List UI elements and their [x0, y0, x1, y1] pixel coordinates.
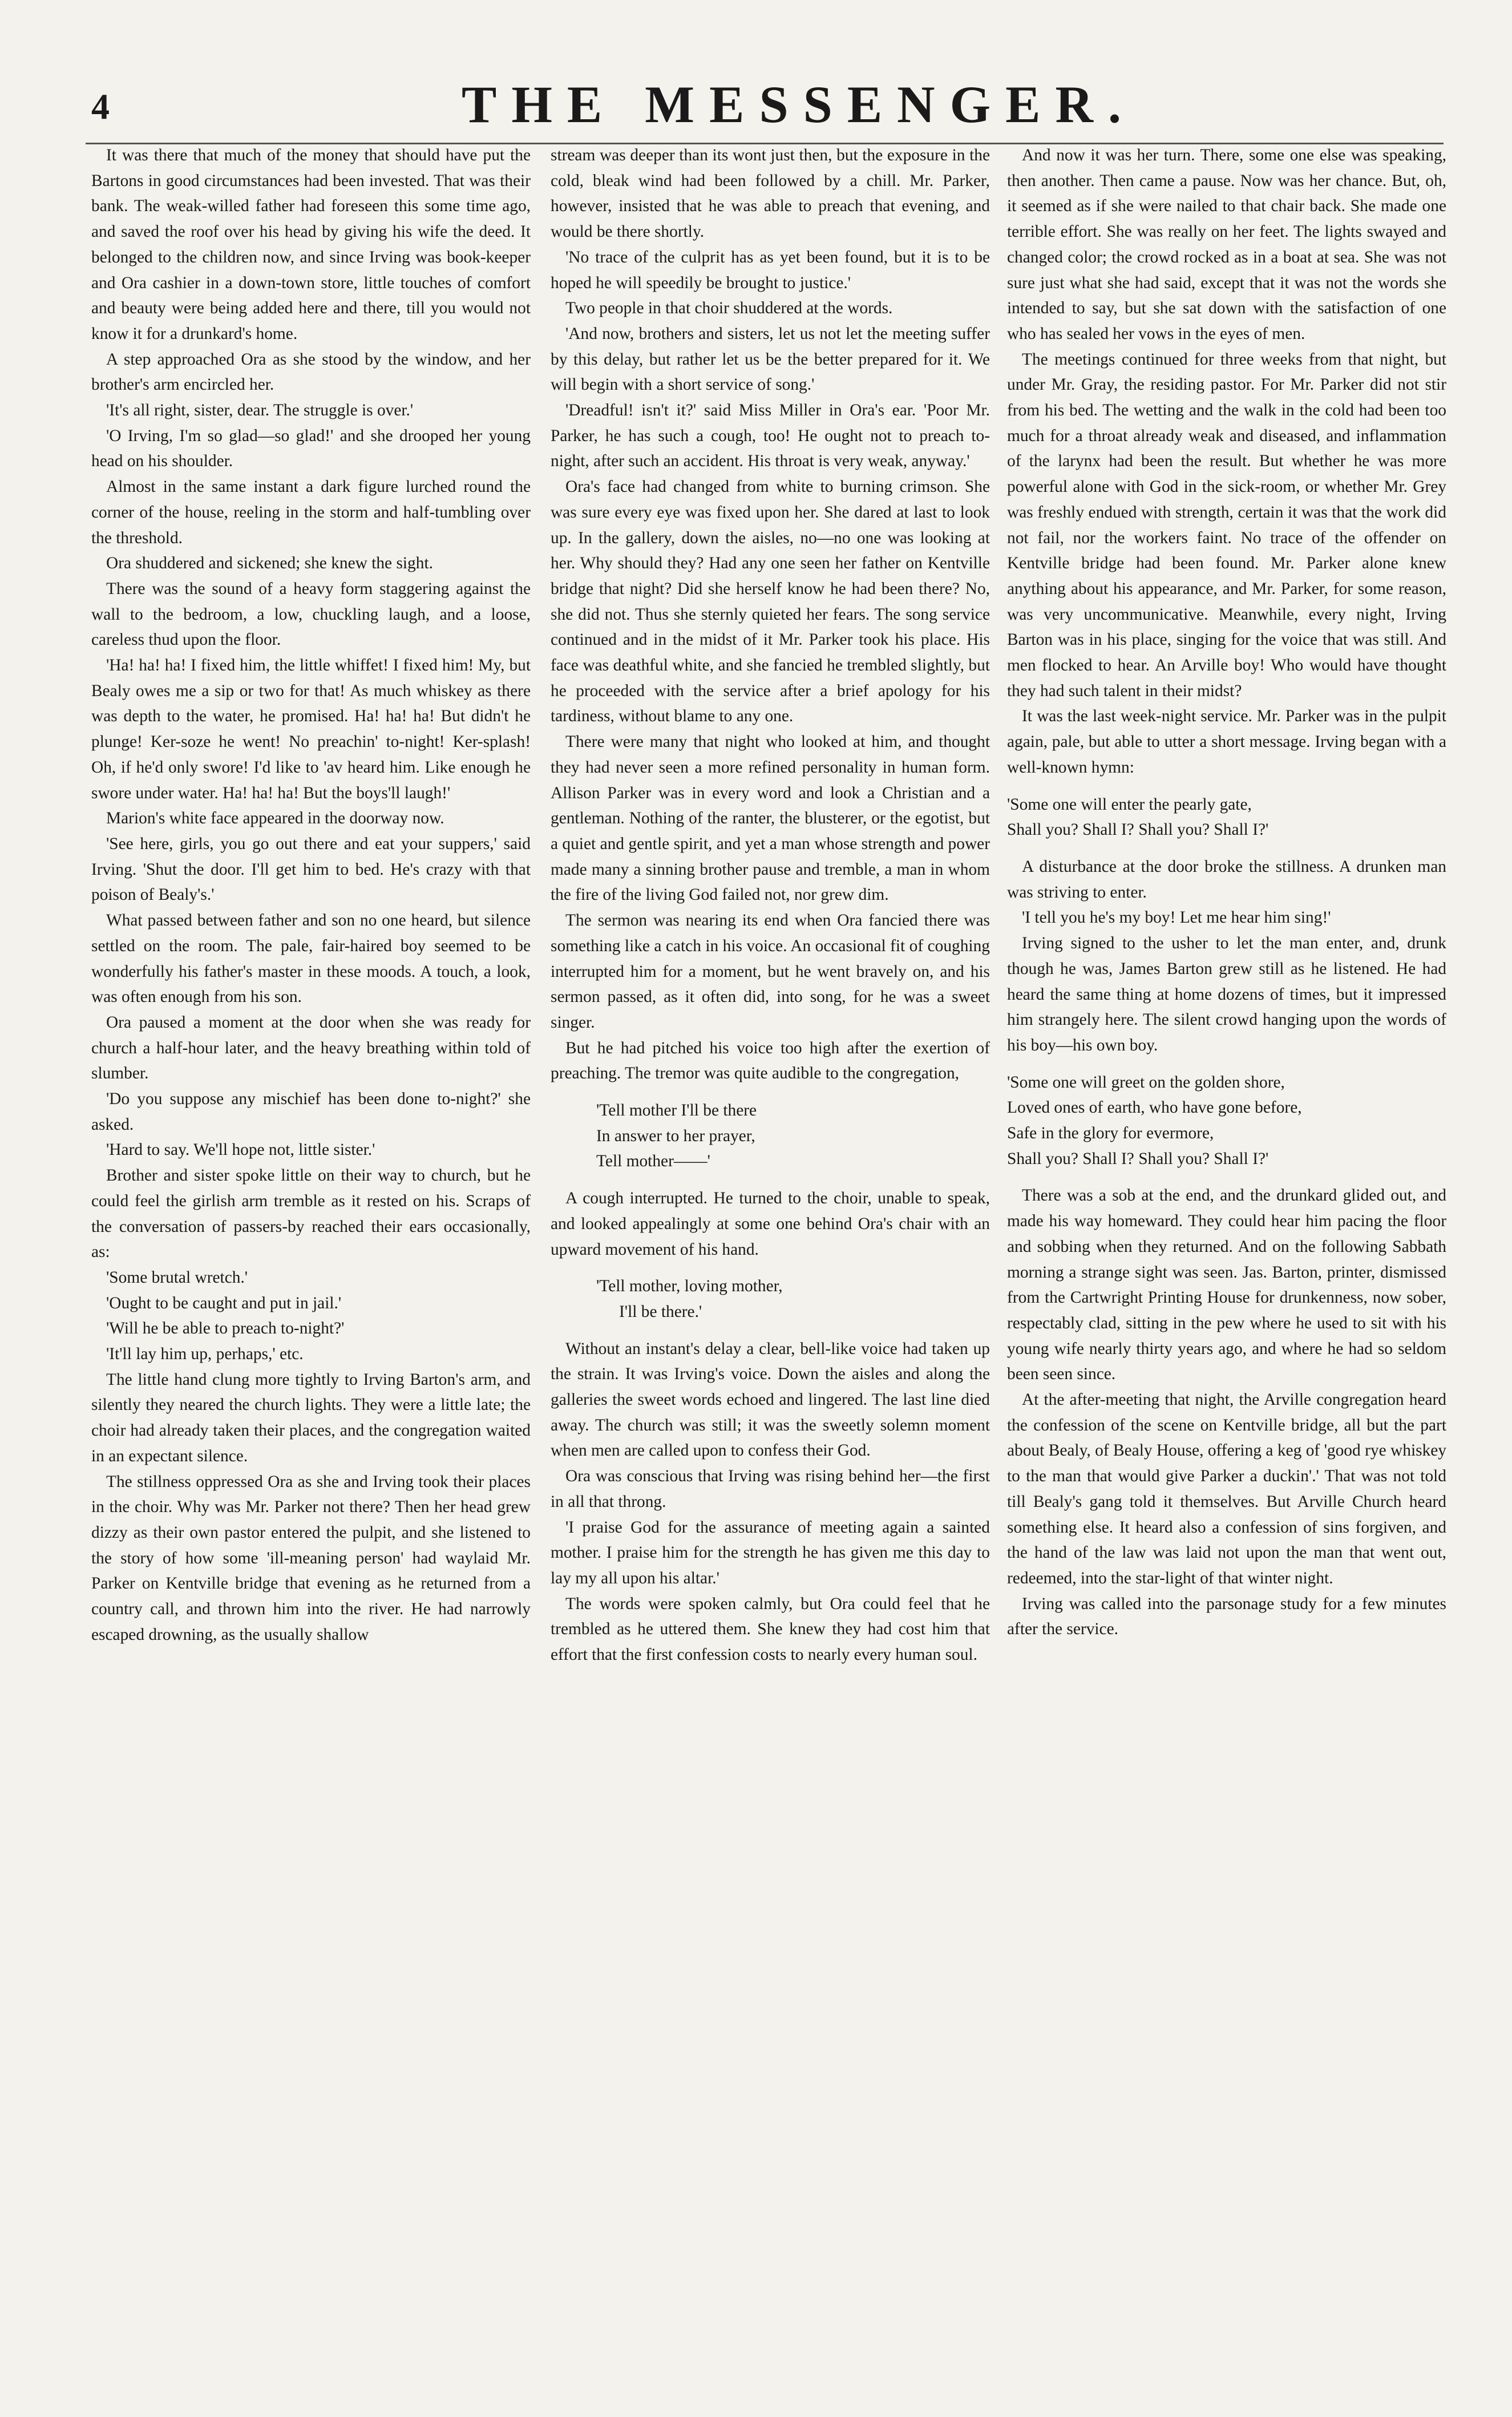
paragraph: Ora was conscious that Irving was rising behind her—the first in all that throng. — [551, 1467, 990, 1511]
song-verse-line: Tell mother——' — [596, 1152, 710, 1171]
paragraph: Ora shuddered and sickened; she knew the sight. — [106, 554, 433, 573]
paragraph: The words were spoken calmly, but Ora could feel that he trembled as he uttered them. She knew they had cost him that effort that the first confession costs to nearly every human soul. — [551, 1594, 990, 1664]
hymn-line: Safe in the glory for evermore, — [1007, 1124, 1214, 1143]
paragraph: Brother and sister spoke little on their way to church, but he could feel the girlish arm tremble as it rested on his. Scraps of the conversation of passers-by reached their ears occasionally, as: — [91, 1166, 531, 1262]
paragraph: A step approached Ora as she stood by the window, and her brother's arm encircled her. — [91, 350, 531, 394]
quote-line: 'It'll lay him up, perhaps,' etc. — [106, 1345, 304, 1364]
paragraph: Without an instant's delay a clear, bell-like voice had taken up the strain. It was Irving's voice. Down the aisles and along the galleries the sweet words echoed and lingered. The last line died away. The church was still; it was the sweetly solemn moment when men are called upon to confess their God. — [551, 1339, 990, 1460]
paragraph: A cough interrupted. He turned to the choir, unable to speak, and looked appealingly at some one behind Ora's chair with an upward movement of his hand. — [551, 1189, 990, 1259]
column-1 — [91, 143, 531, 2368]
paragraph: What passed between father and son no one heard, but silence settled on the room. The pale, fair-haired boy seemed to be wonderfully his father's master in these moods. A touch, a look, was often enough from his son. — [91, 911, 531, 1007]
song-verse-line: 'Tell mother, loving mother, — [596, 1277, 783, 1296]
masthead-title: THE MESSENGER. — [462, 75, 1136, 134]
song-verse-line: 'Tell mother I'll be there — [596, 1101, 757, 1120]
page-number: 4 — [91, 86, 110, 127]
paragraph: There was a sob at the end, and the drunkard glided out, and made his way homeward. They could hear him pacing the floor and sobbing when they returned. And on the following Sabbath morning a strange sight was seen. Jas. Barton, printer, dismissed from the Cartwright Printing House for drunkenness, now sober, respectably clad, sitting in the pew where he used to sit with his young wife nearly thirty years ago, and where he had so seldom been seen since. — [1007, 1186, 1446, 1384]
paragraph: Ora's face had changed from white to burning crimson. She was sure every eye was fixed upon her. She dared at last to look up. In the gallery, down the aisles, no—no one was looking at her. Why should they? Had any one seen her father on Kentville bridge that night? Did she herself know he had been there? No, she did not. Thus she sternly quieted her fears. The song service continued and in the midst of it Mr. Parker took his place. His face was deathful white, and she fancied he trembled slightly, but he proceeded with the service after a brief apology for his tardiness, without blame to any one. — [551, 478, 990, 726]
song-verse-line: In answer to her prayer, — [596, 1126, 755, 1145]
paragraph: 'I tell you he's my boy! Let me hear him sing!' — [1022, 908, 1331, 927]
paragraph: A disturbance at the door broke the stillness. A drunken man was striving to enter. — [1007, 857, 1446, 902]
paragraph: 'Ha! ha! ha! I fixed him, the little whiffet! I fixed him! My, but Bealy owes me a sip or two for that! As much whiskey as there was depth to the water, he promised. Ha! ha! ha! But didn't he plunge! Ker-soze he went! No preachin' to-night! Ker-splash! Oh, if he'd only swore! I'd like to 'av heard him. Like enough he swore under water. Ha! ha! ha! But the boys'll laugh!' — [91, 656, 531, 802]
paragraph: There was the sound of a heavy form staggering against the wall to the bedroom, a low, chuckling laugh, and a loose, careless thud upon the floor. — [91, 579, 531, 649]
paragraph: Marion's white face appeared in the doorway now. — [106, 809, 444, 828]
paragraph: The meetings continued for three weeks from that night, but under Mr. Gray, the residing pastor. For Mr. Parker did not stir from his bed. The wetting and the walk in the cold had been too much for a throat already weak and diseased, and inflammation of the larynx had been the result. But whether he was more powerful alone with God in the sick-room, or whether Mr. Grey was freshly endued with strength, certain it was that the work did not fail, nor the workers faint. No trace of the offender on Kentville bridge had been found. Mr. Parker alone knew anything about his appearance, and Mr. Parker, for some reason, was very uncommunicative. Meanwhile, every night, Irving Barton was in his place, singing for the voice that was still. And men flocked to hear. An Arville boy! Who would have thought they had such talent in their midst? — [1007, 350, 1446, 700]
hymn-line: Loved ones of earth, who have gone before, — [1007, 1098, 1302, 1117]
paragraph: 'See here, girls, you go out there and eat your suppers,' said Irving. 'Shut the door. I'll get him to bed. He's crazy with that poison of Bealy's.' — [91, 834, 531, 904]
paragraph: And now it was her turn. There, some one else was speaking, then another. Then came a pause. Now was her chance. But, oh, it seemed as if she were nailed to that chair back. She made one terrible effort. She was really on her feet. The lights swayed and changed color; the crowd rocked as in a boat at sea. She was not sure just what she had said, except that it was not the words she intended to say, but she sat down with the satisfaction of one who has sealed her vows in the eyes of men. — [1007, 146, 1446, 343]
column-2 — [551, 143, 990, 2368]
paragraph: 'And now, brothers and sisters, let us not let the meeting suffer by this delay, but rather let us be the better prepared for it. We will begin with a short service of song.' — [551, 324, 990, 394]
paragraph: Two people in that choir shuddered at the words. — [565, 299, 893, 318]
paragraph: Almost in the same instant a dark figure lurched round the corner of the house, reeling in the storm and half-tumbling over the threshold. — [91, 478, 531, 547]
paragraph: But he had pitched his voice too high after the exertion of preaching. The tremor was quite audible to the congregation, — [551, 1038, 990, 1083]
paragraph: The little hand clung more tightly to Irving Barton's arm, and silently they neared the church lights. They were a little late; the choir had already taken their places, and the congregation waited in an expectant silence. — [91, 1370, 531, 1465]
paragraph: Irving signed to the usher to let the man enter, and, drunk though he was, James Barton grew still as he listened. He had heard the same thing at home dozens of times, but it impressed him strangely here. The silent crowd hanging upon the words of his boy—his own boy. — [1007, 934, 1446, 1054]
paragraph: 'Hard to say. We'll hope not, little sister.' — [106, 1141, 375, 1159]
paragraph: stream was deeper than its wont just then, but the exposure in the cold, bleak wind had been followed by a chill. Mr. Parker, however, insisted that he was able to preach that evening, and would be there shortly. — [551, 146, 990, 241]
paragraph: It was there that much of the money that should have put the Bartons in good circumstances had been invested. That was their bank. The weak-willed father had foreseen this some time ago, and saved the roof over his head by giving his wife the deed. It belonged to the children now, and since Irving was book-keeper and Ora cashier in a down-town store, little touches of comfort and beauty were being added here and there, till you would not know it for a drunkard's home. — [91, 146, 531, 343]
paragraph: Ora paused a moment at the door when she was ready for church a half-hour later, and the heavy breathing within told of slumber. — [91, 1013, 531, 1083]
song-verse-line: I'll be there.' — [619, 1302, 702, 1321]
paragraph: 'No trace of the culprit has as yet been found, but it is to be hoped he will speedily be brought to justice.' — [551, 248, 990, 292]
paragraph: Irving was called into the parsonage study for a few minutes after the service. — [1007, 1594, 1446, 1639]
paragraph: The sermon was nearing its end when Ora fancied there was something like a catch in his voice. An occasional fit of coughing interrupted him for a moment, but he went bravely on, and his sermon passed, as it often did, into song, for he was a sweet singer. — [551, 911, 990, 1032]
paragraph: At the after-meeting that night, the Arville congregation heard the confession of the scene on Kentville bridge, all but the part about Bealy, of Bealy House, offering a keg of 'good rye whiskey to the man that would give Parker a duckin'.' That was not told till Bealy's gang told it themselves. But Arville Church heard something else. It heard also a confession of sins forgiven, and the hand of the law was laid not upon the man that went out, redeemed, into the star-light of that winter night. — [1007, 1391, 1446, 1587]
hymn-line: Shall you? Shall I? Shall you? Shall I?' — [1007, 821, 1269, 839]
paragraph: 'Dreadful! isn't it?' said Miss Miller in Ora's ear. 'Poor Mr. Parker, he has such a cough, too! He ought not to preach to-night, after such an accident. His throat is very weak, anyway.' — [551, 401, 990, 471]
paragraph: 'O Irving, I'm so glad—so glad!' and she drooped her young head on his shoulder. — [91, 426, 531, 471]
paragraph: 'Do you suppose any mischief has been done to-night?' she asked. — [91, 1090, 531, 1134]
paragraph: 'It's all right, sister, dear. The struggle is over.' — [106, 401, 414, 420]
paragraph: 'I praise God for the assurance of meeting again a sainted mother. I praise him for the strength he has given me this day to lay my all upon his altar.' — [551, 1518, 990, 1587]
quote-line: 'Ought to be caught and put in jail.' — [106, 1294, 342, 1312]
hymn-line: 'Some one will enter the pearly gate, — [1007, 795, 1252, 814]
hymn-line: Shall you? Shall I? Shall you? Shall I?' — [1007, 1149, 1269, 1168]
paragraph: There were many that night who looked at him, and thought they had never seen a more refined personality in human form. Allison Parker was in every word and look a Christian and a gentleman. Nothing of the ranter, the blusterer, or the egotist, but a quiet and gentle spirit, and yet a man whose strength and power made many a sinning brother pause and tremble, a man in whom the fire of the living God failed not, nor grew dim. — [551, 733, 990, 904]
column-3 — [1007, 143, 1446, 2368]
paragraph: The stillness oppressed Ora as she and Irving took their places in the choir. Why was Mr. Parker not there? Then her head grew dizzy as their own pastor entered the pulpit, and she listened to the story of how some 'ill-meaning person' had waylaid Mr. Parker on Kentville bridge that evening as he returned from a country call, and thrown him into the river. He had narrowly escaped drowning, as the usually shallow — [91, 1472, 531, 1644]
quote-line: 'Will he be able to preach to-night?' — [106, 1319, 345, 1338]
quote-line: 'Some brutal wretch.' — [106, 1268, 248, 1287]
hymn-line: 'Some one will greet on the golden shore, — [1007, 1073, 1285, 1092]
paragraph: It was the last week-night service. Mr. Parker was in the pulpit again, pale, but able to utter a short message. Irving began with a well-known hymn: — [1007, 707, 1446, 777]
